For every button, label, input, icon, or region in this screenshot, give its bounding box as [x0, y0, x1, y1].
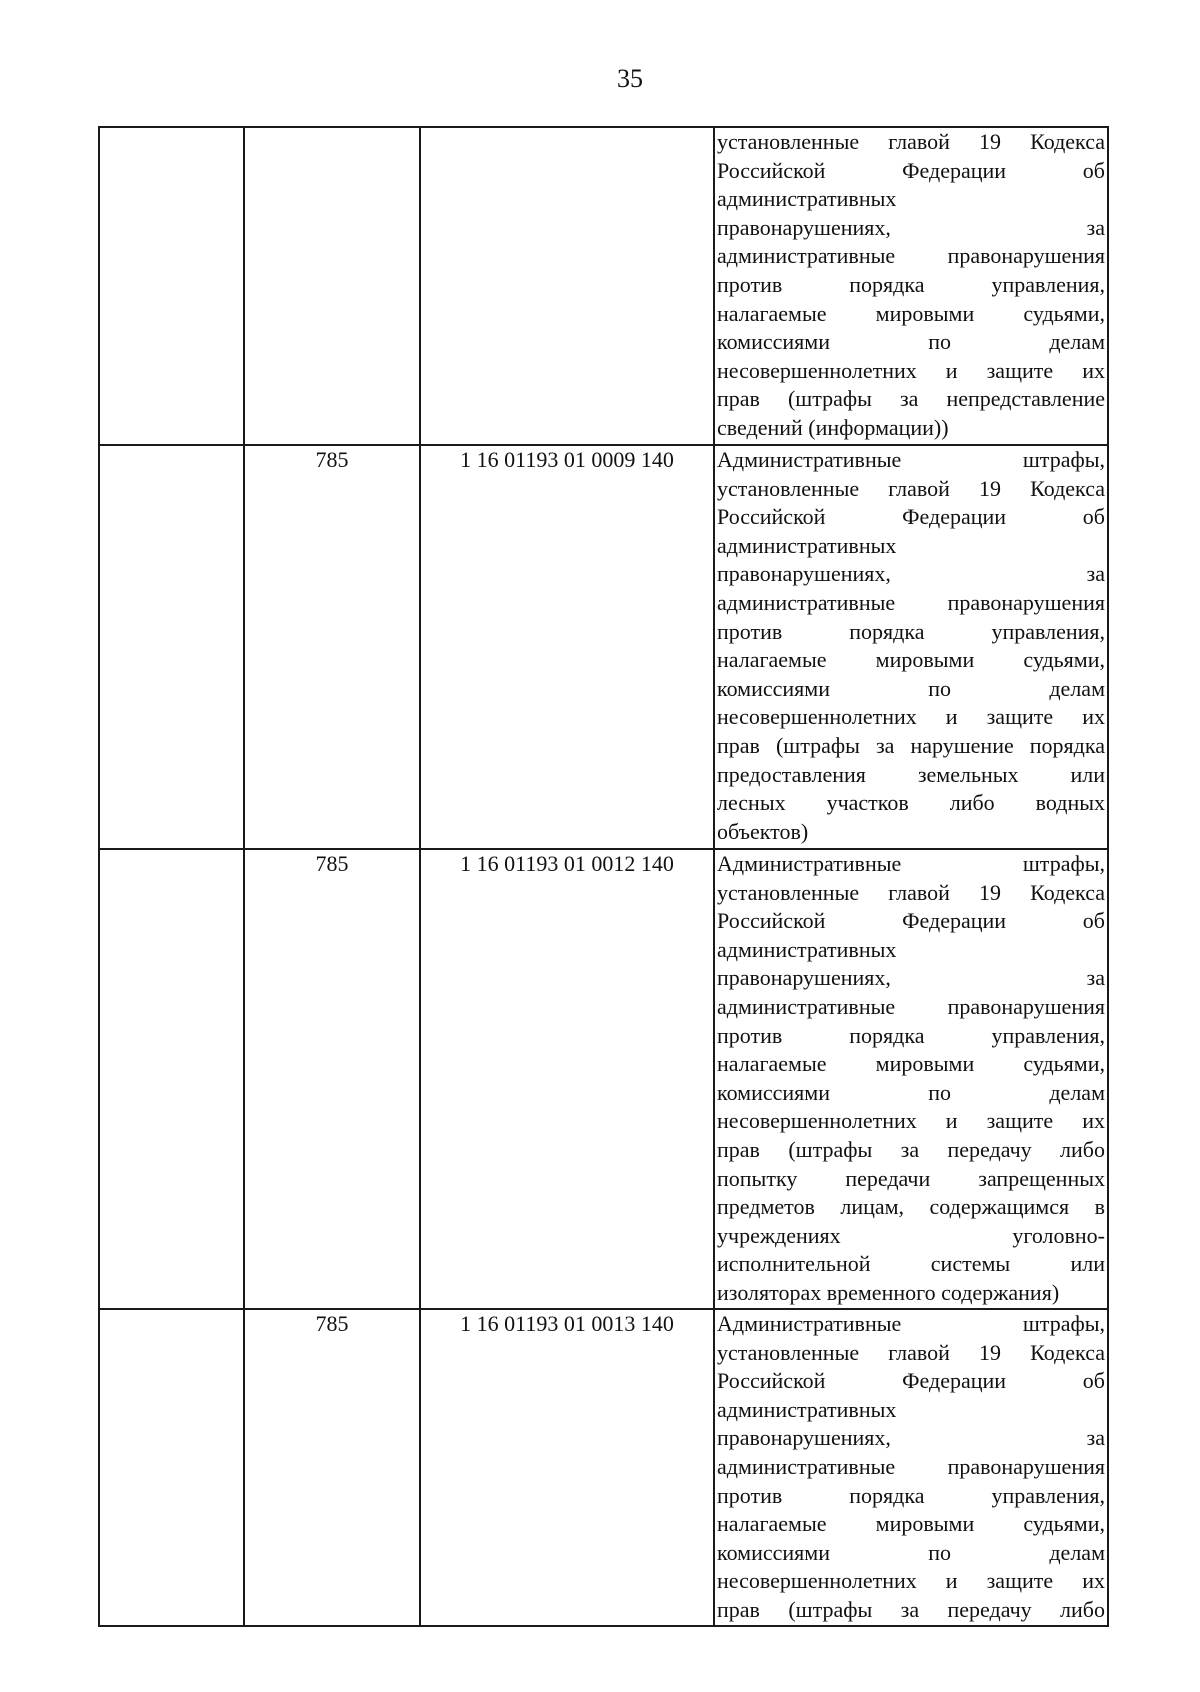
description-line: Российской Федерации об	[717, 1368, 1105, 1394]
fines-table	[98, 126, 1109, 1627]
table-row	[99, 445, 1108, 849]
description-line: правонарушениях, за	[717, 214, 1105, 240]
description-line: Административные штрафы,	[717, 851, 1105, 876]
description-line: прав (штрафы за передачу либо	[717, 1596, 1105, 1622]
admin-code: 785	[315, 851, 349, 876]
description-line: предоставления земельных или	[717, 761, 1105, 787]
description-line: несовершеннолетних и защите их	[717, 1108, 1105, 1134]
kbk-code-cell	[420, 1309, 714, 1626]
description-line: комиссиями по делам	[717, 1079, 1105, 1105]
description-line: Российской Федерации об	[717, 157, 1105, 183]
description-line: прав (штрафы за непредставление	[717, 386, 1105, 412]
description-line: налагаемые мировыми судьями,	[717, 647, 1105, 673]
description-line: установленные главой 19 Кодекса	[717, 1339, 1105, 1365]
description-line: прав (штрафы за нарушение порядка	[717, 732, 1105, 758]
description-line: прав (штрафы за передачу либо	[717, 1136, 1105, 1162]
description-line: административных	[717, 936, 897, 962]
kbk-code: 1 16 01193 01 0012 140	[460, 851, 674, 876]
description-cell	[714, 1309, 1108, 1626]
description-line: правонарушениях, за	[717, 965, 1105, 991]
description-line: правонарушениях, за	[717, 1425, 1105, 1451]
description-line: против порядка управления,	[717, 271, 1105, 297]
description-line: учреждениях уголовно-	[717, 1222, 1105, 1248]
description-line: предметов лицам, содержащимся в	[717, 1194, 1105, 1220]
description-line: против порядка управления,	[717, 618, 1105, 644]
description-line: установленные главой 19 Кодекса	[717, 475, 1105, 501]
description-line: административные правонарушения	[717, 589, 1105, 615]
empty-cell	[99, 445, 244, 849]
description-line: против порядка управления,	[717, 1022, 1105, 1048]
description-line: Административные штрафы,	[717, 1311, 1105, 1336]
admin-code-cell	[244, 127, 420, 445]
page-number: 35	[617, 64, 643, 93]
table-row	[99, 849, 1108, 1309]
description-line: комиссиями по делам	[717, 675, 1105, 701]
description-line: административные правонарушения	[717, 993, 1105, 1019]
description-line: Административные штрафы,	[717, 447, 1105, 472]
description-line: попытку передачи запрещенных	[717, 1165, 1105, 1191]
description-line: административные правонарушения	[717, 1453, 1105, 1479]
table-row	[99, 127, 1108, 445]
description-line: административных	[717, 532, 897, 558]
description-line: Российской Федерации об	[717, 908, 1105, 934]
table-row	[99, 1309, 1108, 1626]
empty-cell	[99, 849, 244, 1309]
description-line: налагаемые мировыми судьями,	[717, 1051, 1105, 1077]
description-line: Российской Федерации об	[717, 504, 1105, 530]
description-cell	[714, 127, 1108, 445]
kbk-code-cell	[420, 127, 714, 445]
description-line: комиссиями по делам	[717, 1539, 1105, 1565]
description-cell	[714, 445, 1108, 849]
description-text	[717, 446, 1105, 846]
admin-code-cell	[244, 1309, 420, 1626]
kbk-code: 1 16 01193 01 0009 140	[460, 447, 674, 472]
kbk-code: 1 16 01193 01 0013 140	[460, 1311, 674, 1336]
table-body	[99, 127, 1108, 1626]
admin-code: 785	[315, 447, 349, 472]
description-line: установленные главой 19 Кодекса	[717, 879, 1105, 905]
description-line: налагаемые мировыми судьями,	[717, 300, 1105, 326]
description-line: административных	[717, 186, 897, 212]
description-line: изоляторах временного содержания)	[717, 1279, 1060, 1305]
description-line: исполнительной системы или	[717, 1251, 1105, 1277]
description-line: административные правонарушения	[717, 243, 1105, 269]
description-line: несовершеннолетних и защите их	[717, 1568, 1105, 1594]
description-text	[717, 128, 1105, 443]
description-line: против порядка управления,	[717, 1482, 1105, 1508]
kbk-code-cell	[420, 445, 714, 849]
admin-code-cell	[244, 445, 420, 849]
empty-cell	[99, 127, 244, 445]
admin-code: 785	[315, 1311, 349, 1336]
description-line: установленные главой 19 Кодекса	[717, 129, 1105, 154]
description-line: сведений (информации))	[717, 414, 949, 440]
empty-cell	[99, 1309, 244, 1626]
description-line: налагаемые мировыми судьями,	[717, 1511, 1105, 1537]
kbk-code-cell	[420, 849, 714, 1309]
description-line: лесных участков либо водных	[717, 790, 1105, 816]
description-text	[717, 850, 1105, 1308]
description-line: административных	[717, 1396, 897, 1422]
description-line: несовершеннолетних и защите их	[717, 704, 1105, 730]
description-line: комиссиями по делам	[717, 329, 1105, 355]
description-line: объектов)	[717, 818, 809, 844]
description-line: правонарушениях, за	[717, 561, 1105, 587]
description-cell	[714, 849, 1108, 1309]
admin-code-cell	[244, 849, 420, 1309]
description-text	[717, 1310, 1105, 1625]
description-line: несовершеннолетних и защите их	[717, 357, 1105, 383]
